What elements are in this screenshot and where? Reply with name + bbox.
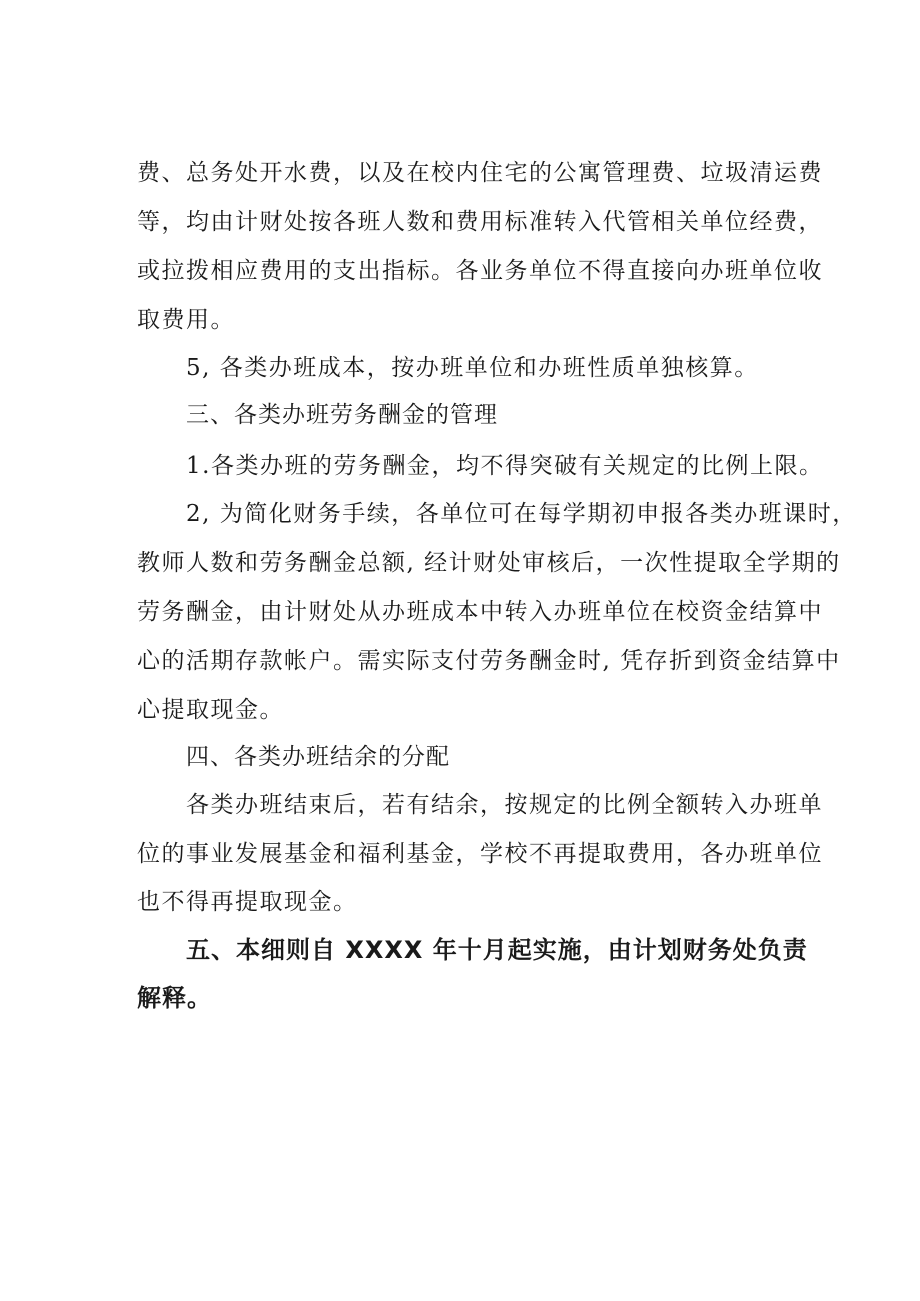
section-5-line: 解释。 bbox=[137, 984, 212, 1012]
section-4-body-line: 位的事业发展基金和福利基金，学校不再提取费用，各办班单位 bbox=[137, 841, 823, 867]
section-3-item-2-line: 2, 为简化财务手续，各单位可在每学期初申报各类办班课时， bbox=[186, 501, 857, 527]
list-item-5: 5, 各类办班成本，按办班单位和办班性质单独核算。 bbox=[186, 355, 759, 381]
section-4-heading: 四、各类办班结余的分配 bbox=[186, 744, 450, 770]
paragraph-line: 等，均由计财处按各班人数和费用标准转入代管相关单位经费， bbox=[137, 209, 823, 235]
section-5-line: 五、本细则自 XXXX 年十月起实施，由计划财务处负责 bbox=[186, 936, 808, 964]
paragraph-line: 费、总务处开水费，以及在校内住宅的公寓管理费、垃圾清运费 bbox=[137, 160, 823, 186]
paragraph-line: 取费用。 bbox=[137, 307, 235, 333]
section-3-item-2-line: 教师人数和劳务酬金总额, 经计财处审核后，一次性提取全学期的 bbox=[137, 550, 841, 576]
section-3-item-1: 1.各类办班的劳务酬金，均不得突破有关规定的比例上限。 bbox=[186, 453, 824, 479]
section-3-item-2-line: 劳务酬金，由计财处从办班成本中转入办班单位在校资金结算中 bbox=[137, 599, 823, 625]
section-3-item-2-line: 心的活期存款帐户。需实际支付劳务酬金时, 凭存折到资金结算中 bbox=[137, 648, 841, 674]
paragraph-line: 或拉拨相应费用的支出指标。各业务单位不得直接向办班单位收 bbox=[137, 258, 823, 284]
section-3-heading: 三、各类办班劳务酬金的管理 bbox=[186, 402, 498, 428]
section-4-body-line: 也不得再提取现金。 bbox=[137, 889, 358, 915]
section-3-item-2-line: 心提取现金。 bbox=[137, 697, 284, 723]
section-4-body-line: 各类办班结束后，若有结余，按规定的比例全额转入办班单 bbox=[186, 792, 823, 818]
